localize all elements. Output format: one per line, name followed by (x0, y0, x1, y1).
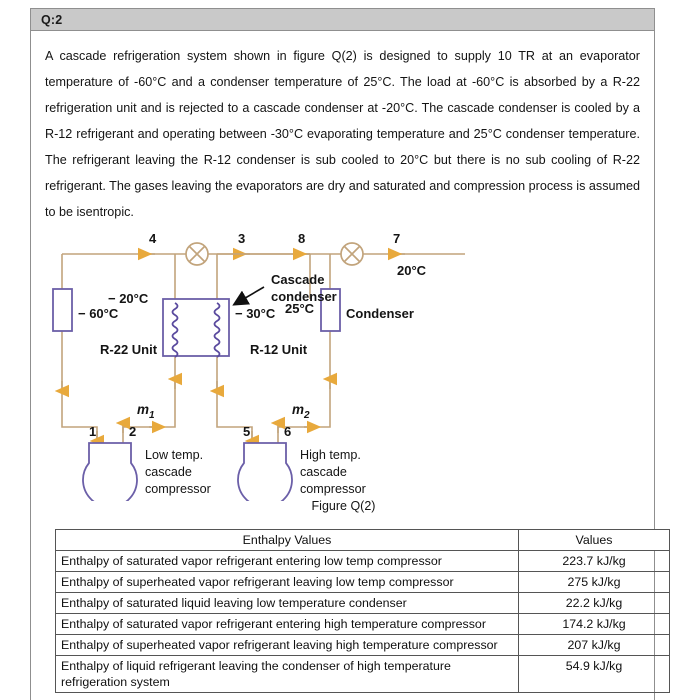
column-header-enthalpy-values: Enthalpy Values (56, 530, 519, 551)
cascade-refrigeration-diagram (45, 231, 642, 501)
label-high-comp-line1: High temp. (300, 448, 361, 462)
question-number-label: Q:2 (41, 12, 63, 27)
label-point-6: 6 (284, 424, 292, 439)
label-cond-temp: 25°C (285, 301, 315, 316)
label-subcool-temp: 20°C (397, 263, 427, 278)
cell-value: 223.7 kJ/kg (519, 551, 670, 572)
question-paragraph: A cascade refrigeration system shown in figure Q(2) is designed to supply 10 TR at an evaporator temperature of -60°C and a condenser temperature of 25°C. The load at -60°C is absorbed by a R-22 refrigeration unit and is rejected to a cascade condenser at -20°C. The cascade condenser is cooled by a R-12 refrigerant and operating between -30°C evaporating temperature and 25°C condenser temperature. The refrigerant leaving the R-12 condenser is sub cooled to 20°C but there is no sub cooling of R-22 refrigerant. The gases leaving the evaporators are dry and saturated and compression process is assumed to be isentropic. (45, 49, 640, 219)
expansion-valve-r22 (186, 243, 208, 265)
column-header-values: Values (519, 530, 670, 551)
label-point-7: 7 (393, 231, 401, 246)
label-r12-unit: R-12 Unit (250, 342, 308, 357)
label-cascade-condenser-line2: condenser (271, 289, 337, 304)
table-row (56, 593, 670, 614)
high-temp-compressor-shape (238, 443, 292, 501)
label-low-comp-line1: Low temp. (145, 448, 204, 462)
label-r22-unit: R-22 Unit (100, 342, 158, 357)
table-row (56, 635, 670, 656)
label-low-comp-line2: cascade (145, 465, 192, 479)
table-row (56, 551, 670, 572)
enthalpy-values-table (55, 529, 670, 693)
evaporator-box (53, 289, 72, 331)
figure-container (45, 231, 642, 521)
cell-description: Enthalpy of saturated liquid leaving low temperature condenser (56, 593, 519, 614)
label-cascade-condenser-line1: Cascade (271, 272, 325, 287)
table-header-row (56, 530, 670, 551)
cell-description: Enthalpy of saturated vapor refrigerant entering high temperature compressor (56, 614, 519, 635)
label-point-1: 1 (89, 424, 97, 439)
table-row (56, 614, 670, 635)
cell-value: 275 kJ/kg (519, 572, 670, 593)
label-mass-flow-1: $m_1$ (137, 402, 155, 421)
table-row (56, 656, 670, 693)
cell-value: 54.9 kJ/kg (519, 656, 670, 693)
cell-description: Enthalpy of superheated vapor refrigerant leaving low temp compressor (56, 572, 519, 593)
label-cascade-low-temp: − 20°C (108, 291, 149, 306)
label-high-comp-line3: compressor (300, 482, 366, 496)
question-frame (30, 8, 655, 700)
label-point-3: 3 (238, 231, 246, 246)
question-header (31, 9, 654, 31)
low-temp-compressor-shape (83, 443, 137, 501)
label-point-2: 2 (129, 424, 137, 439)
label-high-comp-line2: cascade (300, 465, 347, 479)
label-condenser: Condenser (346, 306, 414, 321)
label-low-comp-line3: compressor (145, 482, 211, 496)
cascade-condenser-pointer-icon (235, 287, 264, 304)
cell-description: Enthalpy of saturated vapor refrigerant entering low temp compressor (56, 551, 519, 572)
label-evap-temp: − 60°C (78, 306, 119, 321)
label-mass-flow-2: $m_2$ (292, 402, 310, 421)
figure-caption: Figure Q(2) (311, 499, 376, 513)
label-point-5: 5 (243, 424, 251, 439)
expansion-valve-r12 (341, 243, 363, 265)
cell-description: Enthalpy of superheated vapor refrigerant leaving high temperature compressor (56, 635, 519, 656)
cell-value: 207 kJ/kg (519, 635, 670, 656)
cell-value: 174.2 kJ/kg (519, 614, 670, 635)
cell-value: 22.2 kJ/kg (519, 593, 670, 614)
label-point-8: 8 (298, 231, 306, 246)
table-row (56, 572, 670, 593)
label-cascade-high-temp: − 30°C (235, 306, 276, 321)
label-point-4: 4 (149, 231, 157, 246)
cell-description: Enthalpy of liquid refrigerant leaving the condenser of high temperature refrigeration system (56, 656, 519, 693)
question-body (31, 31, 654, 693)
